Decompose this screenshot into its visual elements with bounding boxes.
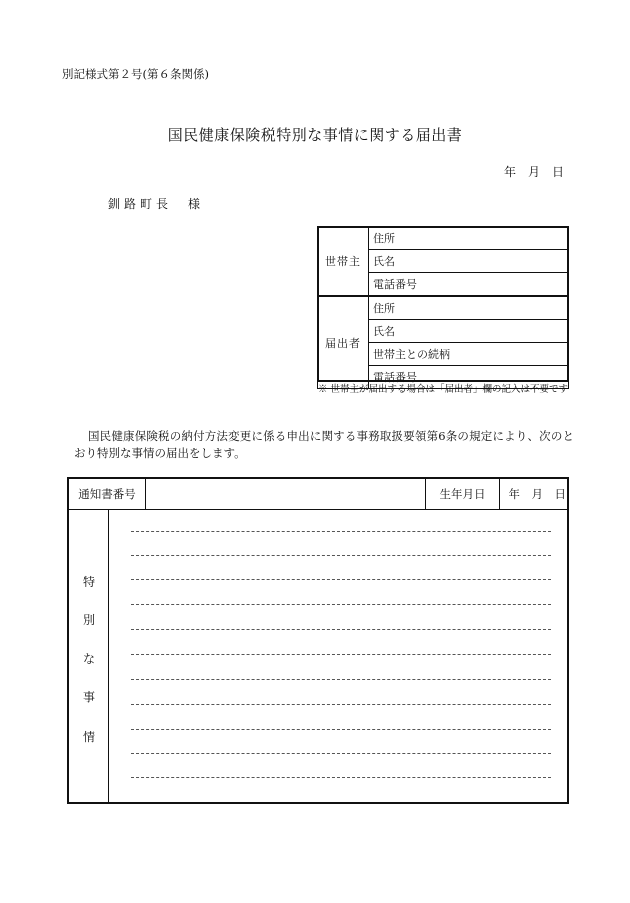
- writing-line: [131, 555, 551, 556]
- notifier-label: 届出者: [318, 296, 369, 389]
- writing-line: [131, 531, 551, 532]
- notice-number-field[interactable]: [146, 479, 426, 509]
- writing-line: [131, 629, 551, 630]
- writing-line: [131, 654, 551, 655]
- writing-line: [131, 753, 551, 754]
- reason-label-char: 特: [82, 575, 95, 589]
- writing-line: [131, 777, 551, 778]
- writing-line: [131, 679, 551, 680]
- notice-number-label: 通知書番号: [69, 479, 146, 509]
- notifier-phone-field[interactable]: 電話番号: [369, 366, 569, 389]
- household-head-name-field[interactable]: 氏名: [369, 250, 569, 273]
- reason-label-char: 事: [82, 690, 95, 704]
- special-circumstances-form: [67, 477, 569, 804]
- notifier-address-field[interactable]: 住所: [369, 296, 569, 320]
- birth-date-label: 生年月日: [426, 479, 500, 509]
- applicant-note: ※ 世帯主が届出する場合は「届出者」欄の記入は不要です: [318, 384, 569, 395]
- body-text: 国民健康保険税の納付方法変更に係る申出に関する事務取扱要領第6条の規定により、次のとおり特別な事情の届出をします。: [74, 429, 574, 460]
- reason-label-char: 情: [82, 730, 95, 744]
- reason-label-char: 別: [82, 613, 95, 627]
- writing-line: [131, 729, 551, 730]
- writing-line: [131, 604, 551, 605]
- birth-date-field[interactable]: 年 月 日: [508, 487, 566, 501]
- applicant-table: [317, 226, 569, 389]
- writing-line: [131, 579, 551, 580]
- document-title: 国民健康保険税特別な事情に関する届出書: [167, 126, 463, 144]
- form-number: 別記様式第２号(第６条関係): [62, 67, 209, 81]
- reason-label-column: [69, 510, 109, 804]
- form-header-row: [69, 479, 567, 510]
- notifier-relationship-field[interactable]: 世帯主との続柄: [369, 343, 569, 366]
- writing-line: [131, 704, 551, 705]
- household-head-phone-field[interactable]: 電話番号: [369, 273, 569, 297]
- household-head-address-field[interactable]: 住所: [369, 227, 569, 250]
- notifier-name-field[interactable]: 氏名: [369, 320, 569, 343]
- submission-date: 年 月 日: [503, 165, 564, 179]
- reason-label-char: な: [82, 652, 95, 666]
- household-head-label: 世帯主: [318, 227, 369, 297]
- addressee: 釧路町長 様: [108, 197, 205, 211]
